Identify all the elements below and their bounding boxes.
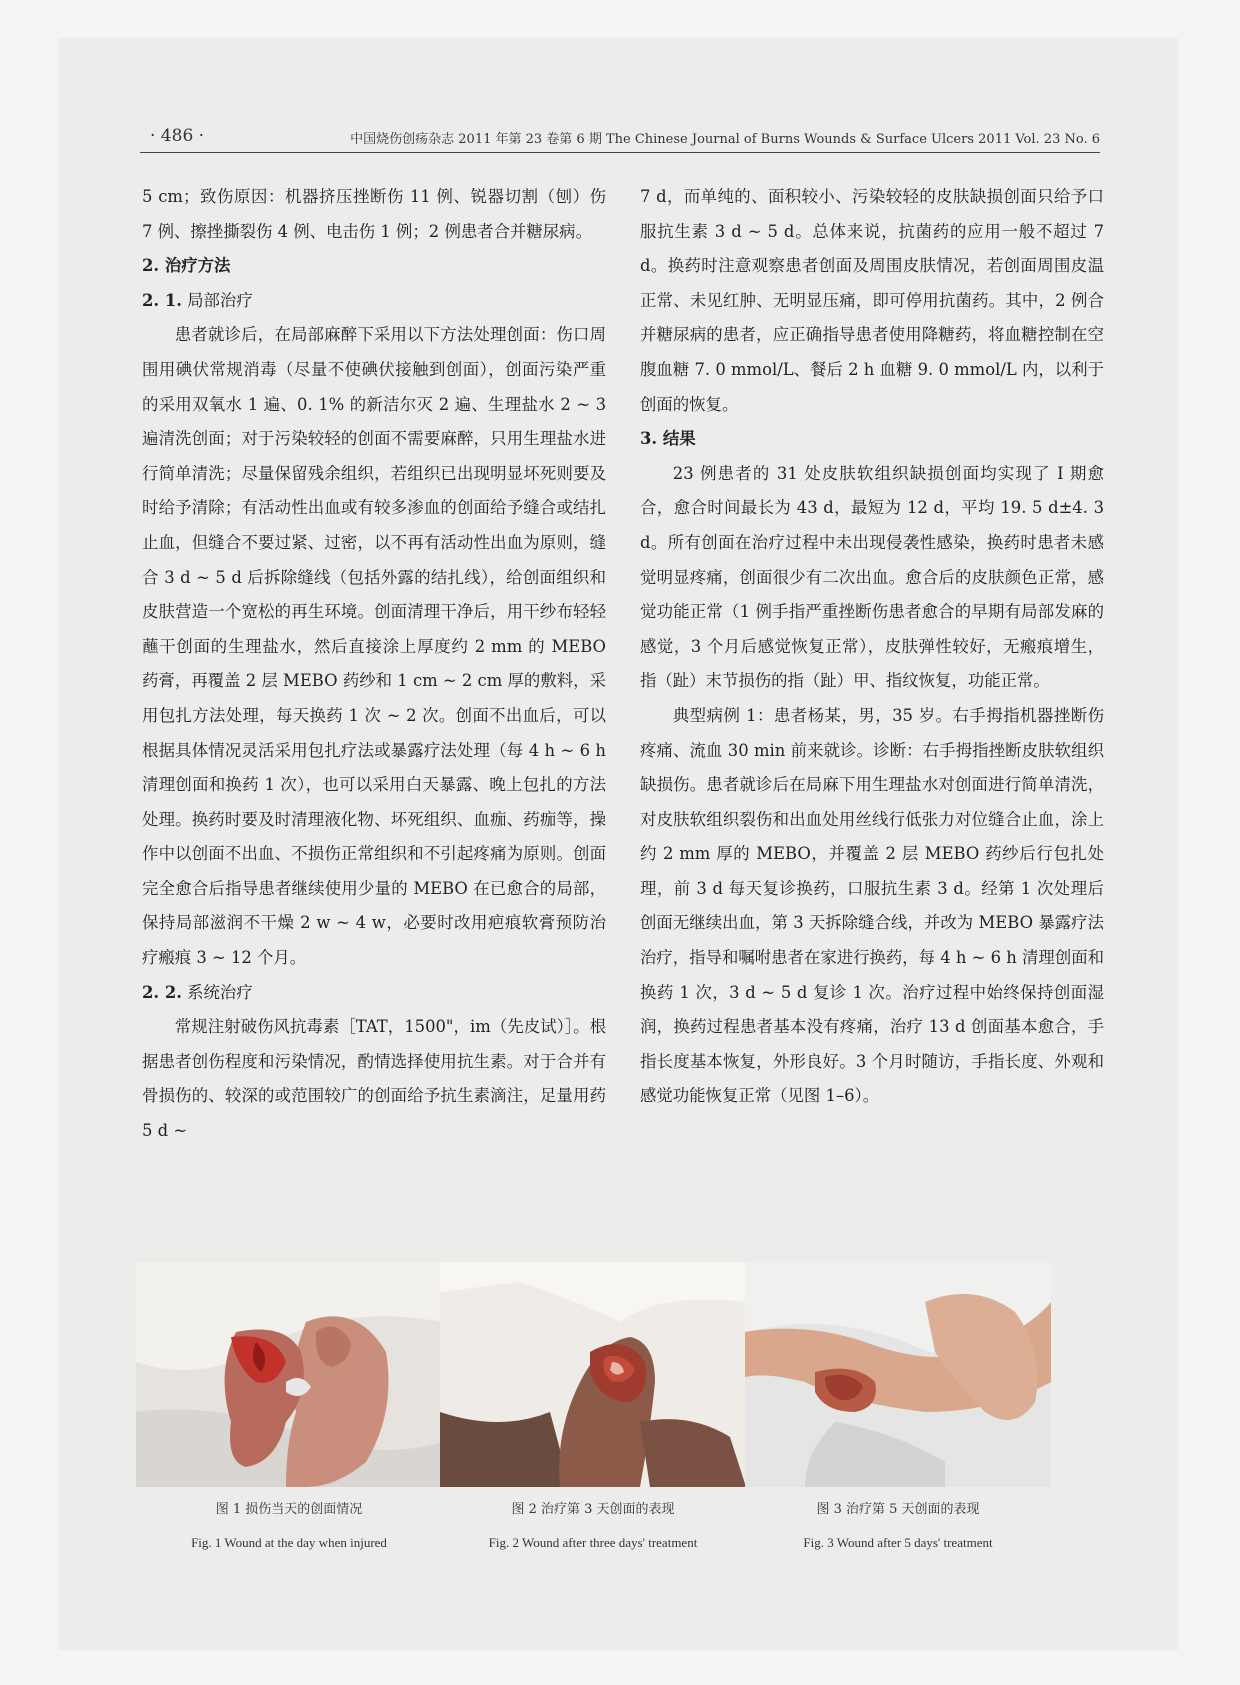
figure-caption-en: Fig. 2 Wound after three days' treatment: [488, 1535, 698, 1550]
subsection-heading: [142, 284, 606, 319]
section-title: 治疗方法: [164, 256, 231, 276]
figure-2: [440, 1262, 746, 1553]
figure-caption-cn: 图 3 治疗第 5 天创面的表现: [816, 1502, 980, 1517]
figure-3: [745, 1262, 1051, 1553]
figure-1: [136, 1262, 442, 1553]
paragraph: 典型病例 1：患者杨某，男，35 岁。右手拇指机器挫断伤疼痛、流血 30 min 前来就诊。诊断：右手拇指挫断皮肤软组织缺损伤。患者就诊后在局麻下用生理盐水对创面进行简单清洗，对皮肤软组织裂伤和出血处用丝线行低张力对位缝合止血，涂上约 2 mm 厚的 MEBO，并覆盖 2 层 MEBO 药纱后行包扎处理，前 3 d 每天复诊换药，口服抗生素 3 d。经第 1 次处理后创面无继续出血，第 3 天拆除缝合线，并改为 MEBO 暴露疗法治疗，指导和嘱咐患者在家进行换药，每 4 h ~ 6 h 清理创面和换药 1 次，3 d ~ 5 d 复诊 1 次。治疗过程中始终保持创面湿润，换药过程患者基本没有疼痛，治疗 13 d 创面基本愈合，手指长度基本恢复，外形良好。3 个月时随访，手指长度、外观和感觉功能恢复正常（见图 1–6）。: [640, 705, 1104, 1106]
subsection-title: 系统治疗: [187, 982, 253, 1002]
journal-title: 中国烧伤创疡杂志 2011 年第 23 卷第 6 期 The Chinese Journal of Burns Wounds & Surface Ulcers 2011 Vol. 23 No. 6: [350, 132, 1100, 147]
paragraph: 患者就诊后，在局部麻醉下采用以下方法处理创面：伤口周围用碘伏常规消毒（尽量不使碘伏接触到创面），创面污染严重的采用双氧水 1 遍、0. 1% 的新洁尔灭 2 遍、生理盐水 2 ~ 3 遍清洗创面；对于污染较轻的创面不需要麻醉，只用生理盐水进行简单清洗；尽量保留残余组织，若组织已出现明显坏死则要及时给予清除；有活动性出血或有较多渗血的创面给予缝合或结扎止血，但缝合不要过紧、过密，以不再有活动性出血为原则，缝合 3 d ~ 5 d 后拆除缝线（包括外露的结扎线），给创面组织和皮肤营造一个宽松的再生环境。创面清理干净后，用干纱布轻轻蘸干创面的生理盐水，然后直接涂上厚度约 2 mm 的 MEBO 药膏，再覆盖 2 层 MEBO 药纱和 1 cm ~ 2 cm 厚的敷料，采用包扎方法处理，每天换药 1 次 ~ 2 次。创面不出血后，可以根据具体情况灵活采用包扎疗法或暴露疗法处理（每 4 h ~ 6 h 清理创面和换药 1 次），也可以采用白天暴露、晚上包扎的方法处理。换药时要及时清理液化物、坏死组织、血痂、药痂等，操作中以创面不出血、不损伤正常组织和不引起疼痛为原则。创面完全愈合后指导患者继续使用少量的 MEBO 在已愈合的局部，保持局部滋润不干燥 2 w ~ 4 w，必要时改用疤痕软膏预防治疗瘢痕 3 ~ 12 个月。: [142, 325, 606, 968]
wound-photo-3: [745, 1262, 1051, 1487]
section-number: 2.: [142, 256, 160, 276]
subsection-heading: [142, 976, 606, 1011]
wound-photo-1: [136, 1262, 442, 1487]
subsection-number: 2. 1.: [142, 290, 182, 310]
wound-photo-2: [440, 1262, 746, 1487]
section-title: 结果: [662, 429, 696, 449]
subsection-title: 局部治疗: [187, 290, 253, 310]
paragraph: 23 例患者的 31 处皮肤软组织缺损创面均实现了 I 期愈合，愈合时间最长为 43 d，最短为 12 d，平均 19. 5 d±4. 3 d。所有创面在治疗过程中未出现侵袭性感染，换药时患者未感觉明显疼痛，创面很少有二次出血。愈合后的皮肤颜色正常，感觉功能正常（1 例手指严重挫断伤患者愈合的早期有局部发麻的感觉，3 个月后感觉恢复正常），皮肤弹性较好，无瘢痕增生，指（趾）末节损伤的指（趾）甲、指纹恢复，功能正常。: [640, 463, 1104, 691]
page-number: · 486 ·: [150, 126, 205, 146]
section-heading: [640, 422, 1104, 457]
figure-caption-en: Fig. 3 Wound after 5 days' treatment: [803, 1535, 993, 1550]
figure-caption-cn: 图 2 治疗第 3 天创面的表现: [511, 1502, 675, 1517]
left-column: [142, 180, 606, 1149]
paragraph: 常规注射破伤风抗毒素［TAT，1500"，im（先皮试）］。根据患者创伤程度和污染情况，酌情选择使用抗生素。对于合并有骨损伤的、较深的或范围较广的创面给予抗生素滴注，足量用药 5 d ~: [142, 1017, 606, 1141]
figure-caption-cn: 图 1 损伤当天的创面情况: [215, 1502, 363, 1517]
section-number: 3.: [640, 429, 658, 449]
paragraph: 5 cm；致伤原因：机器挤压挫断伤 11 例、锐器切割（刨）伤 7 例、擦挫撕裂伤 4 例、电击伤 1 例；2 例患者合并糖尿病。: [142, 187, 606, 241]
running-header: [140, 124, 1100, 153]
figure-caption-en: Fig. 1 Wound at the day when injured: [191, 1535, 387, 1550]
paragraph: 7 d，而单纯的、面积较小、污染较轻的皮肤缺损创面只给予口服抗生素 3 d ~ 5 d。总体来说，抗菌药的应用一般不超过 7 d。换药时注意观察患者创面及周围皮肤情况，若创面周围皮温正常、未见红肿、无明显压痛，即可停用抗菌药。其中，2 例合并糖尿病的患者，应正确指导患者使用降糖药，将血糖控制在空腹血糖 7. 0 mmol/L、餐后 2 h 血糖 9. 0 mmol/L 内，以利于创面的恢复。: [640, 187, 1104, 414]
right-column: [640, 180, 1104, 1114]
subsection-number: 2. 2.: [142, 982, 182, 1002]
section-heading: [142, 249, 606, 284]
